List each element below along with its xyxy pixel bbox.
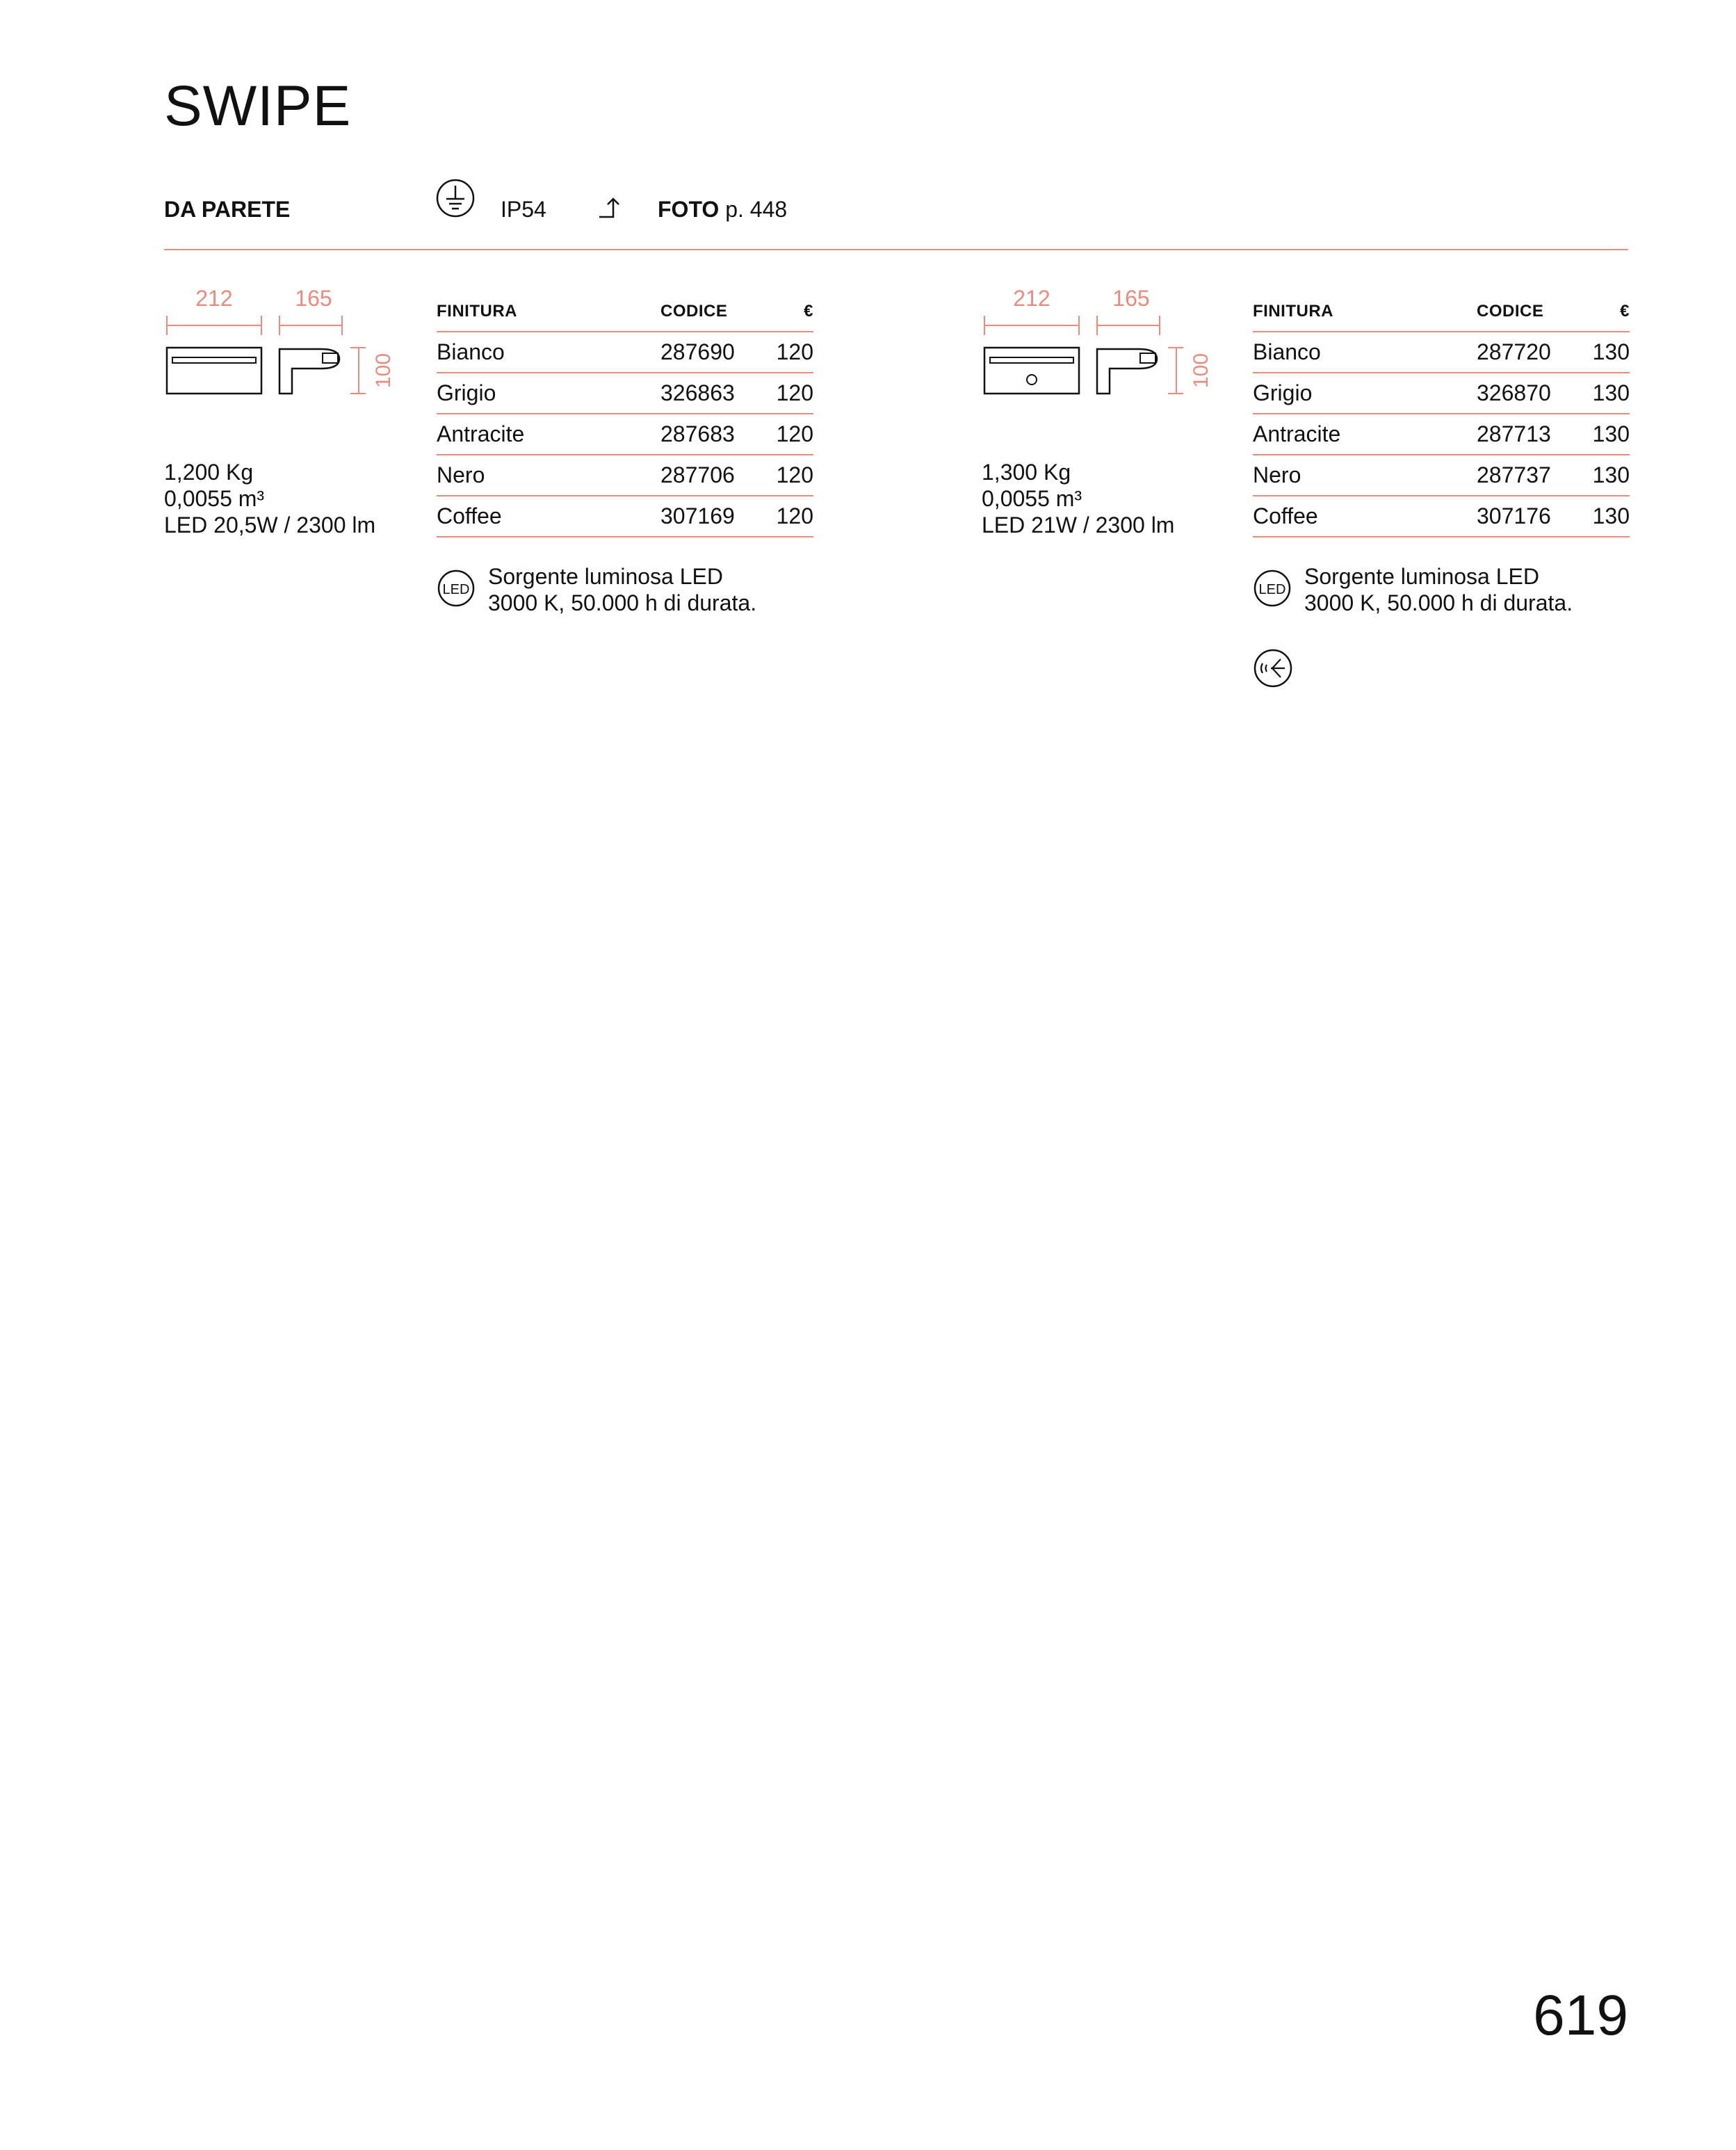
- table-row: [1253, 373, 1630, 414]
- dim-depth: 165: [295, 286, 332, 311]
- product-weight: 1,300 Kg: [982, 460, 1071, 485]
- finish-cell: Nero: [1253, 455, 1477, 496]
- table-row: [437, 373, 813, 414]
- led-line-1: Sorgente luminosa LED: [1304, 564, 1539, 589]
- table-row: [1253, 414, 1630, 455]
- led-icon: [437, 569, 476, 608]
- product-specs: [982, 459, 1260, 538]
- finish-cell: Grigio: [437, 373, 660, 414]
- code-cell: 326870: [1477, 373, 1581, 414]
- product-power: LED 21W / 2300 lm: [982, 512, 1175, 538]
- table-row: [437, 414, 813, 455]
- code-cell: 307176: [1477, 496, 1581, 537]
- product-weight: 1,200 Kg: [164, 460, 254, 485]
- table-row: [1253, 455, 1630, 496]
- code-cell: 287720: [1477, 332, 1581, 373]
- table-row: [437, 332, 813, 373]
- price-cell: 120: [765, 332, 813, 373]
- led-line-1: Sorgente luminosa LED: [488, 564, 723, 589]
- finish-cell: Coffee: [437, 496, 660, 537]
- code-cell: 287713: [1477, 414, 1581, 455]
- header-codice: CODICE: [660, 292, 765, 332]
- header-finitura: FINITURA: [1253, 292, 1477, 332]
- code-cell: 287706: [660, 455, 765, 496]
- price-cell: 120: [765, 373, 813, 414]
- ground-symbol-icon: [435, 178, 476, 218]
- table-row: [437, 496, 813, 537]
- led-icon: [1253, 569, 1292, 608]
- price-cell: 120: [765, 455, 813, 496]
- dim-height: 100: [372, 353, 395, 389]
- page-title: SWIPE: [164, 74, 352, 138]
- header-price: €: [1581, 292, 1630, 332]
- header-finitura: FINITURA: [437, 292, 660, 332]
- product-volume: 0,0055 m³: [164, 486, 265, 511]
- finish-cell: Bianco: [437, 332, 660, 373]
- finish-cell: Antracite: [437, 414, 660, 455]
- foto-reference[interactable]: [658, 196, 787, 223]
- price-cell: 130: [1581, 332, 1630, 373]
- price-cell: 130: [1581, 414, 1630, 455]
- code-cell: 307169: [660, 496, 765, 537]
- header-divider: [164, 249, 1628, 250]
- foto-page: p. 448: [725, 197, 788, 222]
- dim-width: 212: [195, 286, 233, 311]
- finish-cell: Coffee: [1253, 496, 1477, 537]
- code-cell: 326863: [660, 373, 765, 414]
- header-price: €: [765, 292, 813, 332]
- dimension-drawing: [164, 282, 414, 407]
- dim-depth: 165: [1112, 286, 1150, 311]
- price-table: [1253, 292, 1630, 538]
- finish-cell: Bianco: [1253, 332, 1477, 373]
- led-description: [488, 563, 850, 616]
- led-line-2: 3000 K, 50.000 h di durata.: [488, 590, 757, 615]
- code-cell: 287683: [660, 414, 765, 455]
- section-label: DA PARETE: [164, 197, 291, 222]
- product-specs: [164, 459, 442, 538]
- arrow-up-right-icon: [598, 195, 627, 223]
- table-header-row: [1253, 292, 1630, 332]
- dim-height: 100: [1190, 353, 1212, 389]
- finish-cell: Antracite: [1253, 414, 1477, 455]
- table-row: [1253, 332, 1630, 373]
- led-icon-label: LED: [1258, 582, 1286, 597]
- code-cell: 287737: [1477, 455, 1581, 496]
- finish-cell: Nero: [437, 455, 660, 496]
- dimension-drawing: [982, 282, 1232, 407]
- foto-label: FOTO: [658, 197, 720, 222]
- code-cell: 287690: [660, 332, 765, 373]
- price-cell: 130: [1581, 373, 1630, 414]
- dim-width: 212: [1013, 286, 1050, 311]
- price-cell: 120: [765, 414, 813, 455]
- price-cell: 120: [765, 496, 813, 537]
- table-header-row: [437, 292, 813, 332]
- product-power: LED 20,5W / 2300 lm: [164, 512, 376, 538]
- price-table: [437, 292, 813, 538]
- led-description: [1304, 563, 1666, 616]
- led-icon-label: LED: [442, 582, 470, 597]
- price-cell: 130: [1581, 455, 1630, 496]
- motion-sensor-icon: [1253, 648, 1293, 688]
- page-number: 619: [1533, 1984, 1628, 2047]
- led-line-2: 3000 K, 50.000 h di durata.: [1304, 590, 1573, 615]
- product-volume: 0,0055 m³: [982, 486, 1082, 511]
- ip-rating: IP54: [501, 197, 546, 222]
- price-cell: 130: [1581, 496, 1630, 537]
- table-row: [437, 455, 813, 496]
- table-row: [1253, 496, 1630, 537]
- finish-cell: Grigio: [1253, 373, 1477, 414]
- header-codice: CODICE: [1477, 292, 1581, 332]
